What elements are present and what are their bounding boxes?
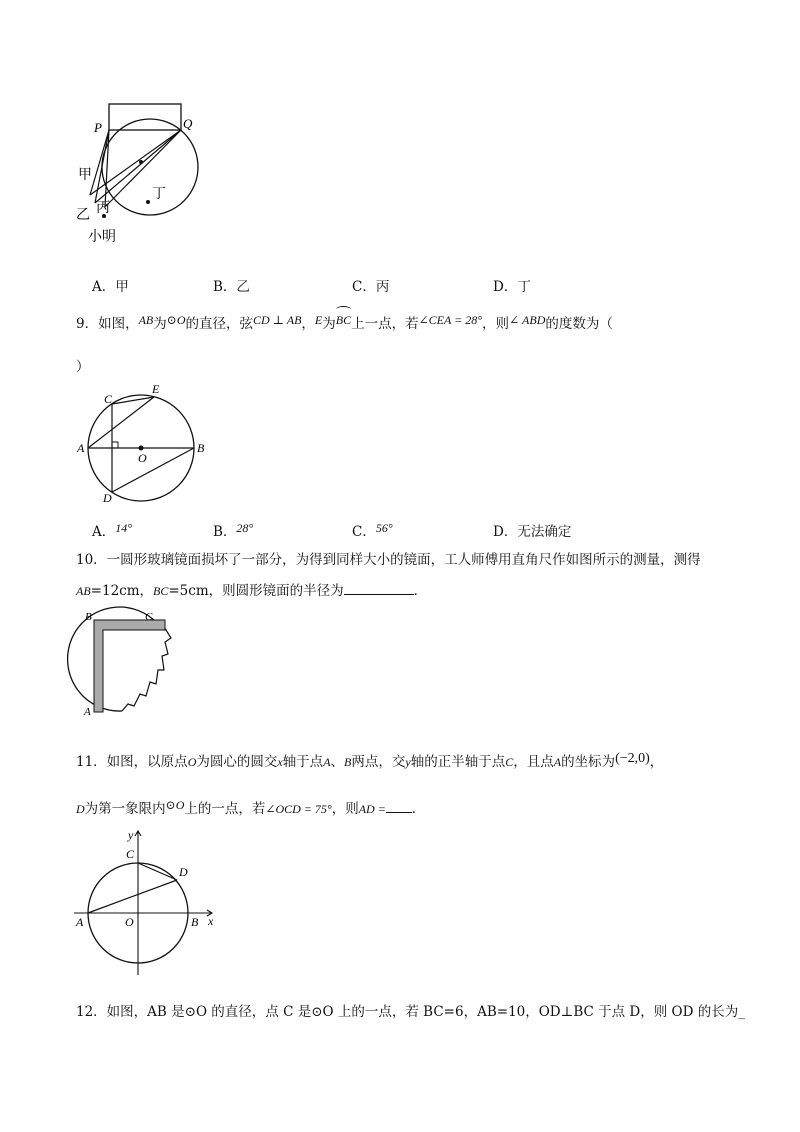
q8-diagram: [70, 95, 250, 255]
q8-option-b[interactable]: B．乙: [213, 279, 250, 295]
q12-question: 12．如图，AB 是⊙O 的直径，点 C 是⊙O 上的一点，若 BC=6，AB=10，OD⊥BC 于点 D，则 OD 的长为_: [76, 1004, 745, 1020]
q8-option-a[interactable]: A．甲: [92, 279, 129, 295]
q11-label-a: A: [76, 915, 84, 929]
q8-option-d[interactable]: D．丁: [493, 279, 531, 295]
q10-line-1: 10．一圆形玻璃镜面损坏了一部分，为得到同样大小的镜面，工人师傅用直角尺作如图所示的测量，测得: [76, 552, 701, 568]
q9-option-c[interactable]: C．56°: [352, 521, 393, 540]
q11-label-b: B: [191, 915, 199, 929]
q8-dot-ding: [146, 200, 150, 204]
q9-label-a: A: [77, 441, 85, 455]
q11-figure: [70, 825, 230, 985]
q9-cd-perp-ab: CD ⊥ AB: [253, 313, 302, 327]
q9-option-a[interactable]: A．14°: [92, 521, 133, 540]
q10-label-a: A: [84, 706, 91, 718]
q8-label-xiaoming: 小明: [88, 230, 116, 245]
q9-label-b: B: [197, 441, 205, 455]
q8-circle: [102, 119, 198, 215]
q9-label-d: D: [103, 491, 112, 505]
q10-line-2: AB=12cm，BC=5cm，则圆形镜面的半径为 ．: [76, 580, 427, 601]
q9-question: 9．如图，AB为⊙O的直径，弦CD ⊥ AB，E为BC上一点，若∠CEA = 28°，则∠ ABD的度数为（: [76, 314, 613, 334]
q10-label-b: B: [85, 611, 92, 623]
q10-label-c: C: [145, 611, 153, 623]
q9-ab: AB: [138, 313, 154, 327]
q8-label-q: Q: [183, 116, 193, 131]
q8-option-c[interactable]: C．丙: [352, 279, 390, 295]
q8-label-yi: 乙: [76, 208, 90, 223]
q10-diagram: [70, 608, 180, 728]
q9-label-e: E: [152, 382, 160, 396]
q10-answer-blank[interactable]: [344, 580, 414, 595]
q9-angle-abd: ∠ ABD: [509, 313, 546, 327]
q9-arc-bc: BC: [336, 310, 351, 330]
q11-line-2: D为第一象限内⊙O上的一点，若∠OCD = 75°，则AD = ．: [76, 798, 426, 817]
q8-label-bing: 丙: [96, 201, 110, 216]
q9-label-c: C: [104, 392, 113, 406]
q9-angle-cea: ∠CEA = 28°: [418, 313, 482, 327]
q11-label-y: y: [128, 828, 134, 842]
q9-label-o: O: [138, 451, 147, 465]
q8-dot-inside: [139, 160, 143, 164]
q11-line-1: 11．如图，以原点O为圆心的圆交x轴于点A、B两点，交y轴的正半轴于点C，且点A的坐标为(−2,0)，: [76, 751, 664, 770]
q8-figure: [70, 95, 250, 255]
q11-label-o: O: [125, 915, 134, 929]
q10-figure: [70, 608, 180, 728]
q8-label-p: P: [94, 120, 102, 135]
q11-coordinate: (−2,0): [615, 751, 650, 766]
q8-label-jia: 甲: [78, 168, 92, 183]
q11-label-d: D: [179, 865, 188, 879]
q9-option-b[interactable]: B．28°: [213, 521, 254, 540]
q9-figure: [74, 380, 214, 510]
q11-angle-ocd: ∠OCD = 75°: [265, 802, 332, 816]
q11-diagram: [70, 825, 230, 985]
q11-label-x: x: [208, 914, 214, 928]
q9-e: E: [314, 313, 323, 327]
q9-circle-o: ⊙O: [166, 313, 186, 327]
q9-paren-close: ）: [76, 359, 90, 375]
q9-diagram: [74, 380, 214, 510]
q11-label-c: C: [126, 847, 135, 861]
q9-number: 9．如图，: [76, 316, 139, 332]
q8-rectangle: [109, 104, 181, 130]
q11-answer-blank[interactable]: [386, 798, 412, 813]
q9-option-d[interactable]: D．无法确定: [493, 524, 572, 540]
q8-label-ding: 丁: [152, 187, 166, 202]
